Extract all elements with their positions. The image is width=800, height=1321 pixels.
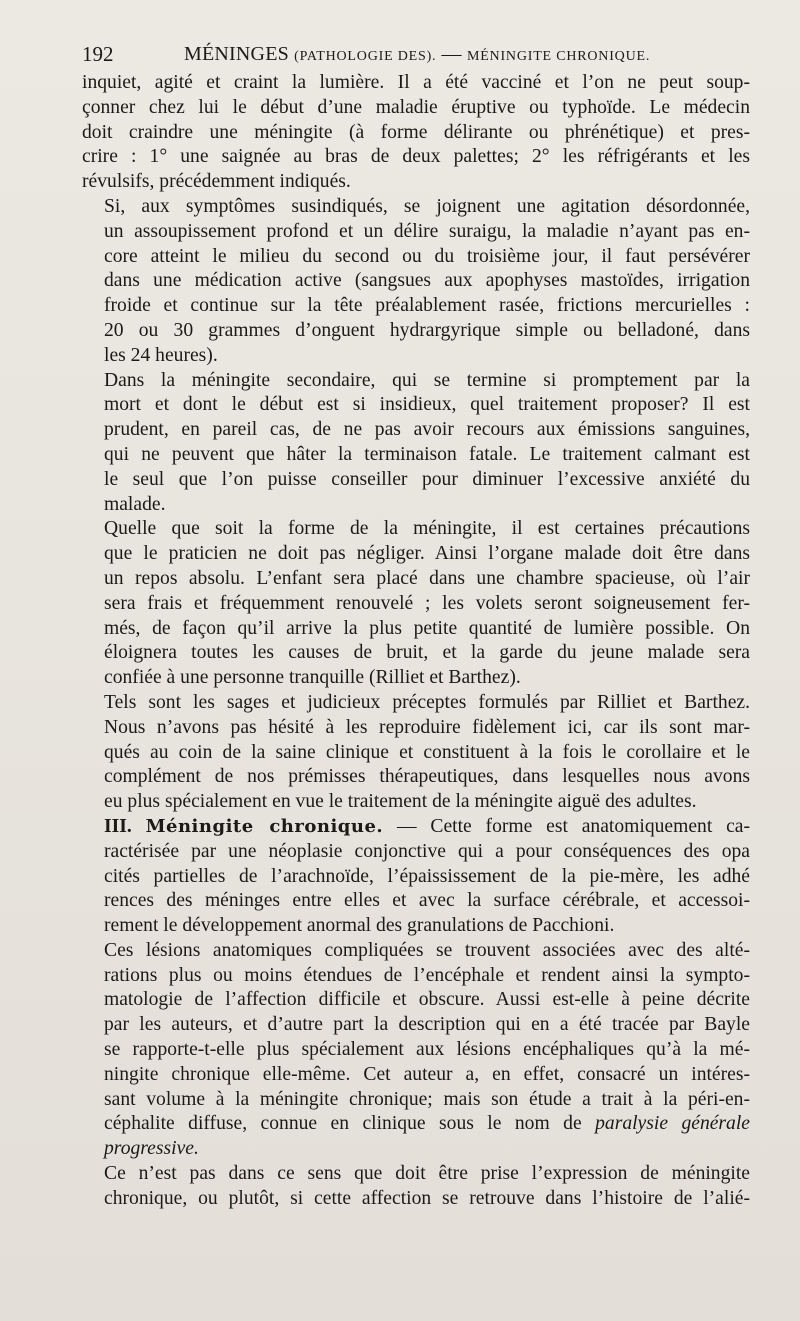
text-line: chronique, ou plutôt, si cette affection se retrouve dans l’histoire de l’alié- — [104, 1187, 750, 1209]
text-line: doit craindre une méningite (à forme délirante ou phrénétique) et pres- — [82, 121, 750, 143]
text-line: core atteint le milieu du second ou du troisième jour, il faut persévérer — [104, 245, 750, 267]
text-line: rences des méninges entre elles et avec la surface cérébrale, et accessoi- — [104, 890, 750, 912]
paragraph-8 — [82, 1162, 750, 1212]
text-line: sant volume à la méningite chronique; mais son étude a trait à la péri-en- — [104, 1088, 750, 1110]
italic-term: paralysie générale — [595, 1113, 750, 1135]
text-line: més, de façon qu’il arrive la plus petite quantité de lumière possible. On — [104, 617, 750, 639]
page-number: 192 — [82, 42, 114, 66]
section-first-line-rest: — Cette forme est anatomiquement ca- — [397, 815, 751, 837]
text-line: qués au coin de la saine clinique et constituent à la fois le corollaire et le — [104, 741, 750, 763]
paragraph-1 — [82, 71, 750, 195]
section-title: Méningite chronique. — [145, 815, 384, 837]
header-dash: — — [441, 43, 462, 65]
text-line: froide et continue sur la tête préalablement rasée, frictions mercurielles : — [104, 295, 750, 317]
text-line — [82, 1112, 750, 1137]
text-line: qui ne peuvent que hâter la terminaison fatale. Le traitement calmant est — [104, 443, 750, 465]
text-line: complément de nos prémisses thérapeutiques, dans lesquelles nous avons — [104, 766, 750, 788]
text-line: confiée à une personne tranquille (Rilliet et Barthez). — [104, 667, 521, 689]
text-line — [82, 815, 750, 840]
text-line: çonner chez lui le début d’une maladie éruptive ou typhoïde. Le médecin — [82, 96, 750, 118]
paragraph-7 — [82, 939, 750, 1162]
text-line: malade. — [104, 493, 166, 515]
header-title-sub: (PATHOLOGIE DES). — [294, 49, 437, 64]
text-line: révulsifs, précédemment indiqués. — [82, 171, 351, 193]
text-line: Dans la méningite secondaire, qui se termine si promptement par la — [104, 369, 750, 391]
text-line: ningite chronique elle-même. Cet auteur a, en effet, consacré un intéres- — [104, 1063, 750, 1085]
body-text — [82, 71, 750, 1212]
text-line: un repos absolu. L’enfant sera placé dans une chambre spacieuse, où l’air — [104, 567, 750, 589]
text-line: que le praticien ne doit pas négliger. Ainsi l’organe malade doit être dans — [104, 543, 750, 565]
paragraph-3 — [82, 369, 750, 518]
line-plain-part: céphalite diffuse, connue en clinique sous le nom de — [104, 1113, 582, 1135]
text-line: mort et dont le début est si insidieux, quel traitement proposer? Il est — [104, 394, 750, 416]
text-line: matologie de l’affection difficile et obscure. Aussi est-elle à peine décrite — [104, 989, 750, 1011]
section-number: III. — [104, 815, 132, 837]
text-line: eu plus spécialement en vue le traitement de la méningite aiguë des adultes. — [104, 791, 697, 813]
text-line: rement le développement anormal des granulations de Pacchioni. — [104, 915, 615, 937]
text-line: prudent, en pareil cas, de ne pas avoir recours aux émissions sanguines, — [104, 419, 750, 441]
text-line: 20 ou 30 grammes d’onguent hydrargyrique simple ou belladoné, dans — [104, 319, 750, 341]
text-line: se rapporte-t-elle plus spécialement aux lésions encéphaliques qu’à la mé- — [104, 1039, 750, 1061]
text-line: par les auteurs, et d’autre part la description qui en a été tracée par Bayle — [104, 1014, 750, 1036]
paragraph-2 — [82, 195, 750, 369]
running-header — [82, 40, 752, 68]
italic-term-tail: progressive. — [104, 1138, 199, 1160]
text-line: rations plus ou moins étendues de l’encéphale et rendent ainsi la sympto- — [104, 964, 750, 986]
text-line: cités partielles de l’arachnoïde, l’épaississement de la pie-mère, les adhé — [104, 865, 750, 887]
text-line: sera frais et fréquemment renouvelé ; les volets seront soigneusement fer- — [104, 592, 750, 614]
text-line: le seul que l’on puisse conseiller pour diminuer l’excessive anxiété du — [104, 468, 750, 490]
text-line: Ces lésions anatomiques compliquées se trouvent associées avec des alté- — [104, 939, 750, 961]
paragraph-4 — [82, 517, 750, 691]
text-line — [82, 1137, 750, 1162]
text-line: Ce n’est pas dans ce sens que doit être prise l’expression de méningite — [104, 1163, 750, 1185]
text-line: un assoupissement profond et un délire suraigu, la maladie n’ayant pas en- — [104, 220, 750, 242]
text-line: Tels sont les sages et judicieux préceptes formulés par Rilliet et Barthez. — [104, 691, 750, 713]
header-title-section: MÉNINGITE CHRONIQUE. — [466, 49, 651, 64]
text-line: les 24 heures). — [104, 344, 218, 366]
header-title-main: MÉNINGES — [184, 43, 289, 65]
text-line: Nous n’avons pas hésité à les reproduire fidèlement ici, car ils sont mar- — [104, 716, 750, 738]
text-line: ractérisée par une néoplasie conjonctive qui a pour conséquences des opa — [104, 840, 750, 862]
text-line: inquiet, agité et craint la lumière. Il a été vacciné et l’on ne peut soup- — [82, 72, 750, 93]
text-line: Si, aux symptômes susindiqués, se joignent une agitation désordonnée, — [104, 195, 750, 217]
section-3-paragraph — [82, 815, 750, 939]
running-title — [184, 40, 650, 71]
text-line: crire : 1° une saignée au bras de deux palettes; 2° les réfrigérants et les — [82, 146, 750, 168]
text-line: éloignera toutes les causes de bruit, et la garde du jeune malade sera — [104, 642, 750, 664]
paragraph-5 — [82, 691, 750, 815]
text-line: Quelle que soit la forme de la méningite, il est certaines précautions — [104, 518, 750, 540]
text-line: dans une médication active (sangsues aux apophyses mastoïdes, irrigation — [104, 270, 750, 292]
